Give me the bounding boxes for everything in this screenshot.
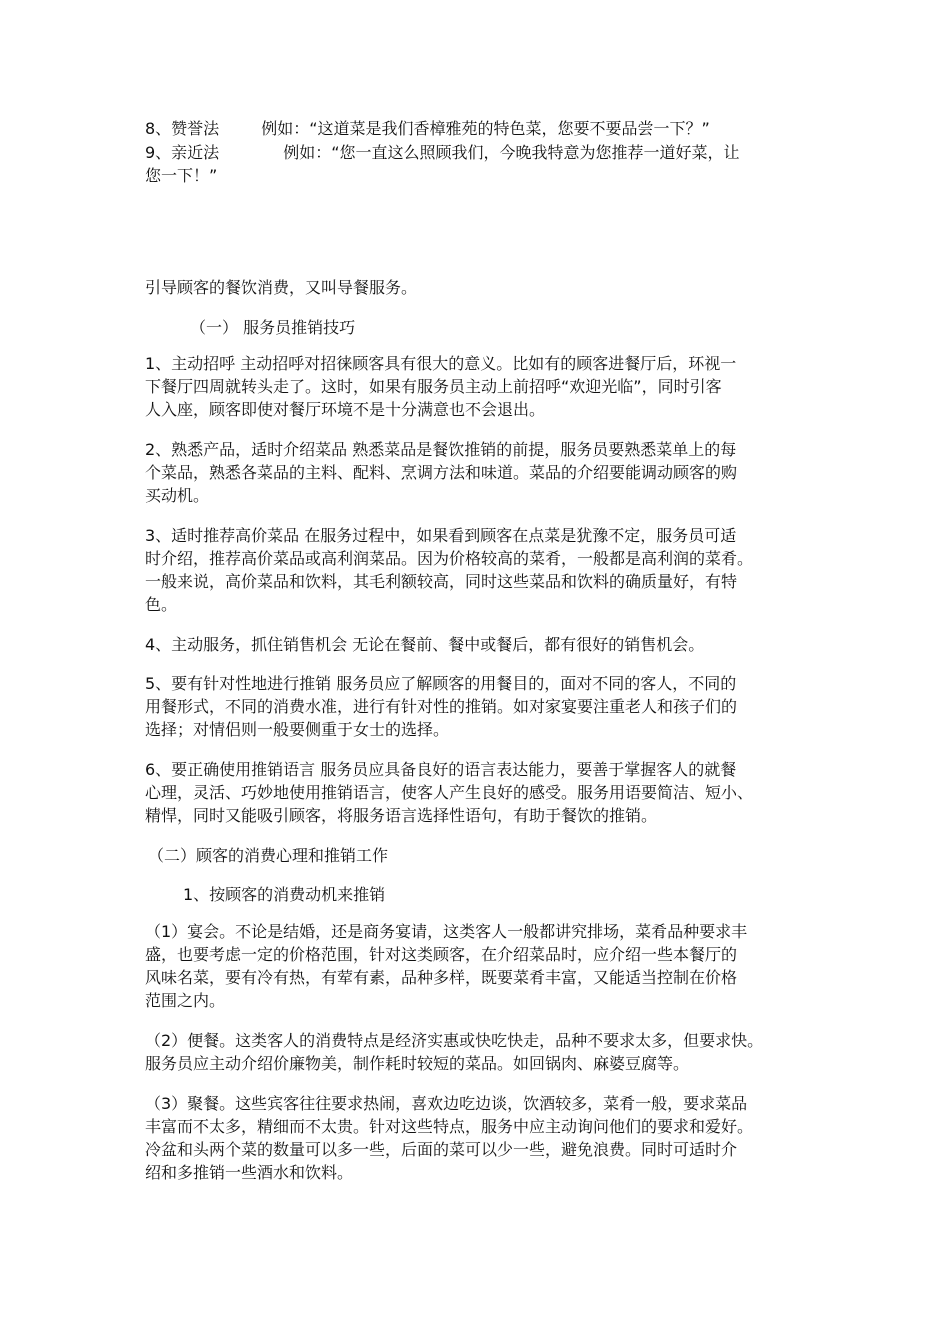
paragraph-line: 下餐厅四周就转头走了。这时，如果有服务员主动上前招呼“欢迎光临”，同时引客: [145, 377, 722, 396]
paragraph-line: 6、要正确使用推销语言 服务员应具备良好的语言表达能力，要善于掌握客人的就餐: [145, 760, 737, 779]
paragraph-line: 服务员应主动介绍价廉物美，制作耗时较短的菜品。如回锅肉、麻婆豆腐等。: [145, 1054, 690, 1073]
paragraph-line: 用餐形式，不同的消费水准，进行有针对性的推销。如对家宴要注重老人和孩子们的: [145, 697, 738, 716]
paragraph-line: 心理，灵活、巧妙地使用推销语言，使客人产生良好的感受。服务用语要简洁、短小、: [145, 783, 754, 802]
paragraph-line: 人入座，顾客即使对餐厅环境不是十分满意也不会退出。: [145, 400, 546, 419]
paragraph-line: 丰富而不太多，精细而不太贵。针对这些特点，服务中应主动询问他们的要求和爱好。: [145, 1117, 754, 1136]
method-8: [145, 117, 710, 140]
method-example: 例如：“这道菜是我们香樟雅苑的特色菜，您要不要品尝一下？”: [261, 119, 710, 138]
paragraph-line: 3、适时推荐高价菜品 在服务过程中，如果看到顾客在点菜是犹豫不定，服务员可适: [145, 526, 737, 545]
paragraph-line: 绍和多推销一些酒水和饮料。: [145, 1163, 354, 1182]
paragraph-line: 买动机。: [145, 486, 210, 505]
paragraph-line: 选择；对情侣则一般要侧重于女士的选择。: [145, 720, 450, 739]
method-label: 9、亲近法: [145, 143, 220, 162]
method-example: 例如：“您一直这么照顾我们，今晚我特意为您推荐一道好菜，让: [283, 143, 740, 162]
paragraph-line: （2）便餐。这类客人的消费特点是经济实惠或快吃快走，品种不要求太多，但要求快。: [145, 1031, 764, 1050]
paragraph-line: 风味名菜，要有冷有热，有荤有素，品种多样，既要菜肴丰富，又能适当控制在价格: [145, 968, 738, 987]
paragraph-line: 精悍，同时又能吸引顾客，将服务语言选择性语句，有助于餐饮的推销。: [145, 806, 658, 825]
subsection-heading: 1、按顾客的消费动机来推销: [183, 885, 386, 904]
paragraph-line: 盛，也要考虑一定的价格范围，针对这类顾客，在介绍菜品时，应介绍一些本餐厅的: [145, 945, 738, 964]
method-label: 8、赞誉法: [145, 119, 220, 138]
paragraph-line: 个菜品，熟悉各菜品的主料、配料、烹调方法和味道。菜品的介绍要能调动顾客的购: [145, 463, 738, 482]
paragraph-line: 范围之内。: [145, 991, 226, 1010]
paragraph-line: 色。: [145, 595, 178, 614]
intro-paragraph: 引导顾客的餐饮消费，又叫导餐服务。: [145, 278, 418, 297]
paragraph-line: 1、主动招呼 主动招呼对招徕顾客具有很大的意义。比如有的顾客进餐厅后，环视一: [145, 354, 737, 373]
paragraph-line: （3）聚餐。这些宾客往往要求热闹，喜欢边吃边谈，饮酒较多，菜肴一般，要求菜品: [145, 1094, 748, 1113]
section-heading: （一） 服务员推销技巧: [190, 318, 356, 337]
paragraph-line: （1）宴会。不论是结婚，还是商务宴请，这类客人一般都讲究排场，菜肴品种要求丰: [145, 922, 748, 941]
paragraph-line: 4、主动服务，抓住销售机会 无论在餐前、餐中或餐后，都有很好的销售机会。: [145, 635, 705, 654]
section-heading: （二）顾客的消费心理和推销工作: [148, 846, 389, 865]
method-9: [145, 141, 739, 164]
method-9-continuation: 您一下！”: [145, 166, 218, 185]
paragraph-line: 时介绍，推荐高价菜品或高利润菜品。因为价格较高的菜肴，一般都是高利润的菜肴。: [145, 549, 754, 568]
paragraph-line: 一般来说，高价菜品和饮料，其毛利额较高，同时这些菜品和饮料的确质量好，有特: [145, 572, 738, 591]
paragraph-line: 冷盆和头两个菜的数量可以多一些，后面的菜可以少一些，避免浪费。同时可适时介: [145, 1140, 738, 1159]
paragraph-line: 5、要有针对性地进行推销 服务员应了解顾客的用餐目的，面对不同的客人，不同的: [145, 674, 737, 693]
paragraph-line: 2、熟悉产品，适时介绍菜品 熟悉菜品是餐饮推销的前提，服务员要熟悉菜单上的每: [145, 440, 737, 459]
